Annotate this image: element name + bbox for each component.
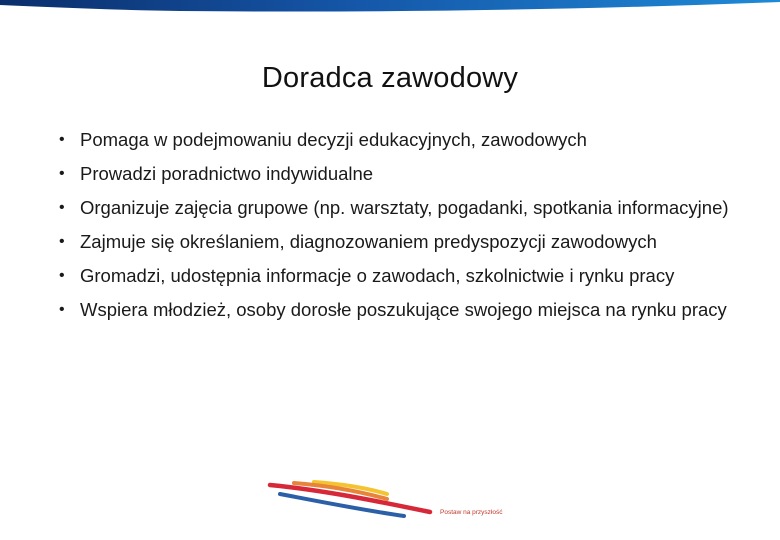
bullet-item [56, 196, 736, 220]
bullet-text: Gromadzi, udostępnia informacje o zawodach, szkolnictwie i rynku pracy [80, 265, 675, 286]
bullet-text: Wspiera młodzież, osoby dorosłe poszukujące swojego miejsca na rynku pracy [80, 299, 727, 320]
bullet-item [56, 264, 736, 288]
bullet-dot: • [59, 165, 65, 182]
bullet-text: Zajmuje się określaniem, diagnozowaniem predyspozycji zawodowych [80, 231, 657, 252]
logo-stripes [262, 474, 512, 524]
bullet-item [56, 162, 736, 186]
bullet-dot: • [59, 267, 65, 284]
bullet-dot: • [59, 199, 65, 216]
bullet-dot: • [59, 301, 65, 318]
bullet-item [56, 230, 736, 254]
bullet-text: Pomaga w podejmowaniu decyzji edukacyjnych, zawodowych [80, 129, 587, 150]
slide-title: Doradca zawodowy [261, 62, 519, 94]
bullet-text: Prowadzi poradnictwo indywidualne [80, 163, 374, 184]
bullet-list [56, 128, 736, 332]
bullet-text: Organizuje zajęcia grupowe (np. warsztaty, pogadanki, spotkania informacyjne) [80, 197, 729, 218]
logo-tagline: Postaw na przyszłość [440, 509, 503, 516]
bullet-dot: • [59, 233, 65, 250]
bullet-item [56, 128, 736, 152]
top-banner [0, 0, 780, 14]
bullet-dot: • [59, 131, 65, 148]
bullet-item [56, 298, 736, 322]
